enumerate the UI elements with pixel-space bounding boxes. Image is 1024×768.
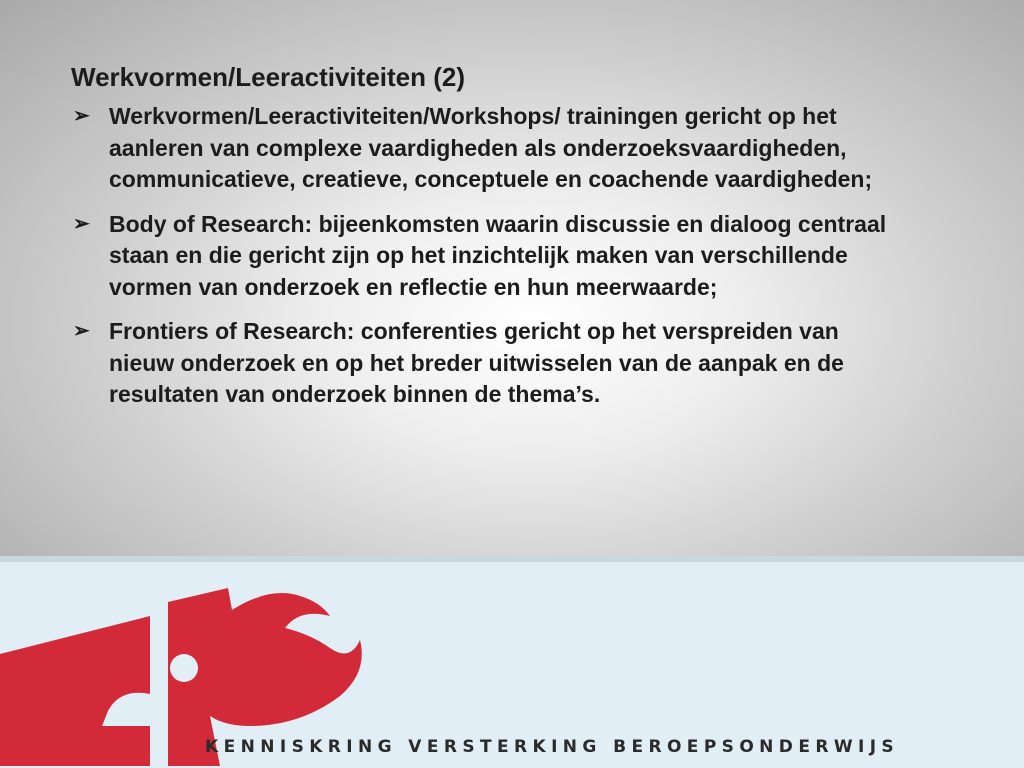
arrowhead-bullet-icon: ➢: [73, 105, 90, 127]
bullet-text: Body of Research: bijeenkomsten waarin discussie en dialoog centraal staan en die gericht zijn op het inzichtelijk maken van verschillende vormen van onderzoek en reflectie en hun meerwaarde;: [109, 210, 887, 300]
footer-organization-name: KENNISKRING VERSTERKING BEROEPSONDERWIJS: [205, 737, 900, 757]
bullet-item: [71, 209, 901, 304]
slide-content: [71, 59, 901, 424]
bullet-list: [71, 101, 901, 411]
logo-left-shape: [0, 616, 150, 766]
bullet-item: [71, 316, 901, 411]
footer-band: [0, 556, 1024, 562]
slide-title: Werkvormen/Leeractiviteiten (2): [71, 62, 465, 92]
bullet-item: [71, 101, 901, 196]
arrowhead-bullet-icon: ➢: [73, 212, 90, 235]
bullet-text: Werkvormen/Leeractiviteiten/Workshops/ trainingen gericht op het aanleren van complexe vaardigheden als onderzoeksvaardigheden, communicatieve, creatieve, conceptuele en coachende vaardigheden;: [109, 103, 873, 192]
bullet-text: Frontiers of Research: conferenties gericht op het verspreiden van nieuw onderzoek en op het breder uitwisselen van de aanpak en de resultaten van onderzoek binnen de thema’s.: [109, 318, 844, 407]
arrowhead-bullet-icon: ➢: [73, 320, 90, 342]
footer-banner: [0, 556, 1024, 768]
